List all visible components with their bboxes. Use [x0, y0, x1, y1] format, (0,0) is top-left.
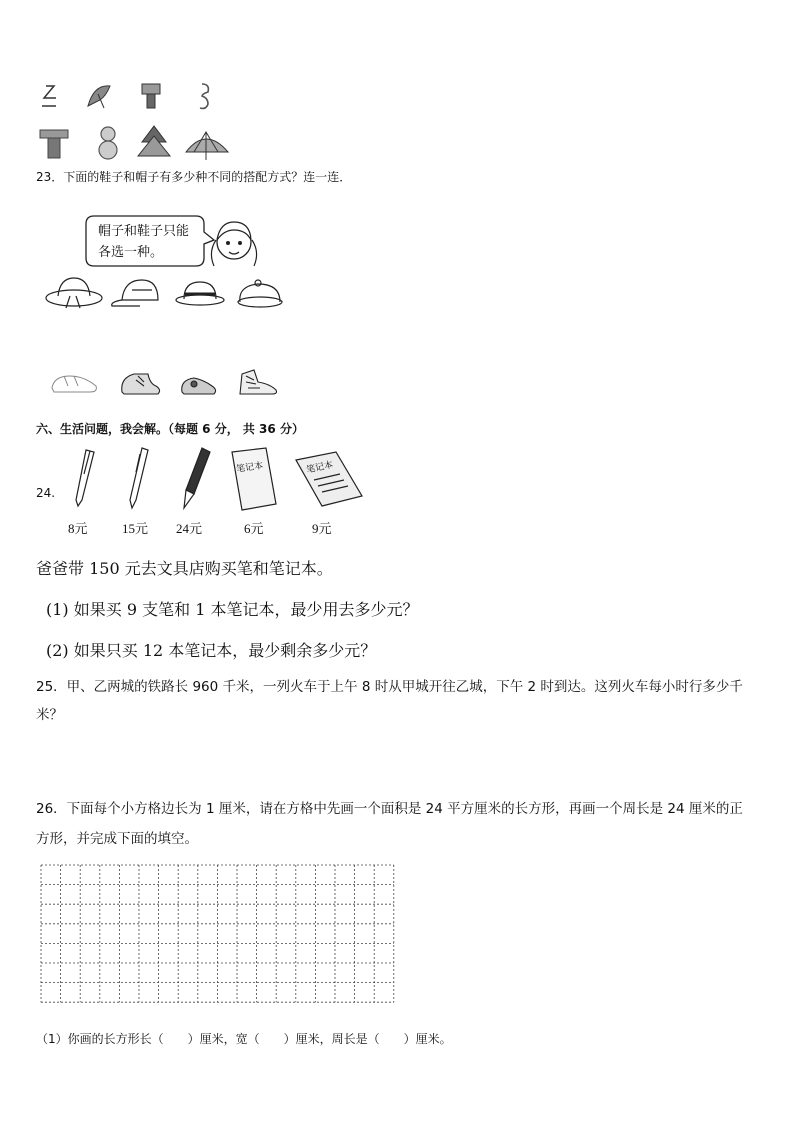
zigzag-piece-icon — [42, 86, 56, 106]
q26-line-1: 26．下面每个小方格边长为 1 厘米，请在方格中先画一个面积是 24 平方厘米的长方形，再画一个周长是 24 厘米的正 — [36, 801, 743, 817]
pen-icon — [76, 450, 94, 506]
notebook-small-icon — [232, 448, 276, 510]
price-pen-2: 15元 — [122, 521, 149, 536]
speech-line-2: 各选一种。 — [98, 245, 164, 260]
q22-wholes-row — [36, 122, 246, 162]
umbrella-icon — [186, 132, 228, 160]
q24-intro: 爸爸带 150 元去文具店购买笔和笔记本。 — [36, 559, 333, 578]
q26-line-2: 方形，并完成下面的填空。 — [36, 831, 198, 847]
umbrella-half-icon — [88, 86, 110, 108]
cap-icon — [112, 280, 158, 306]
notebook-small-cover: 笔记本 — [235, 461, 264, 475]
sandal-icon — [52, 376, 96, 392]
shoes-row — [44, 364, 284, 398]
hats-row — [44, 272, 284, 312]
q24-number: 24. — [36, 486, 56, 500]
stationery-row — [66, 444, 366, 516]
q23-question: 23．下面的鞋子和帽子有多少种不同的搭配方式？连一连． — [36, 170, 352, 184]
sneaker-icon — [182, 378, 216, 394]
speech-line-1: 帽子和鞋子只能 — [98, 224, 190, 239]
snowman-icon — [99, 127, 117, 159]
high-top-sneaker-icon — [240, 370, 277, 394]
square-grid[interactable] — [40, 864, 398, 1018]
fountain-pen-icon — [184, 448, 210, 508]
tree-icon — [138, 126, 170, 156]
notebook-large-cover: 笔记本 — [305, 460, 335, 476]
section-6-heading: 六、生活问题，我会解。（每题 6 分， 共 36 分） — [36, 422, 304, 436]
price-fountain-pen: 24元 — [176, 521, 203, 536]
bonnet-icon — [238, 280, 282, 307]
boot-icon — [122, 374, 160, 394]
q25-line-2: 米？ — [36, 707, 63, 723]
q26-fill-in: （1）你画的长方形长（ ）厘米，宽（ ）厘米，周长是（ ）厘米。 — [36, 1032, 452, 1046]
fedora-icon — [176, 282, 224, 305]
q24-sub2: (2) 如果只买 12 本笔记本，最少剩余多少元？ — [46, 641, 377, 660]
girl-icon — [206, 214, 262, 272]
figure-eight-half-icon — [200, 84, 208, 109]
price-notebook-small: 6元 — [244, 521, 264, 536]
price-notebook-large: 9元 — [312, 521, 332, 536]
house-icon — [40, 130, 68, 158]
ballpoint-pen-icon — [130, 448, 148, 508]
q24-sub1: (1) 如果买 9 支笔和 1 本笔记本，最少用去多少元？ — [46, 600, 419, 619]
q22-pieces-row — [36, 78, 226, 114]
q25-line-1: 25．甲、乙两城的铁路长 960 千米，一列火车于上午 8 时从甲城开往乙城，下午 2 时到达。这列火车每小时行多少千 — [36, 679, 743, 695]
sun-hat-icon — [46, 278, 102, 308]
house-half-icon — [142, 84, 160, 108]
price-pen-1: 8元 — [68, 521, 88, 536]
